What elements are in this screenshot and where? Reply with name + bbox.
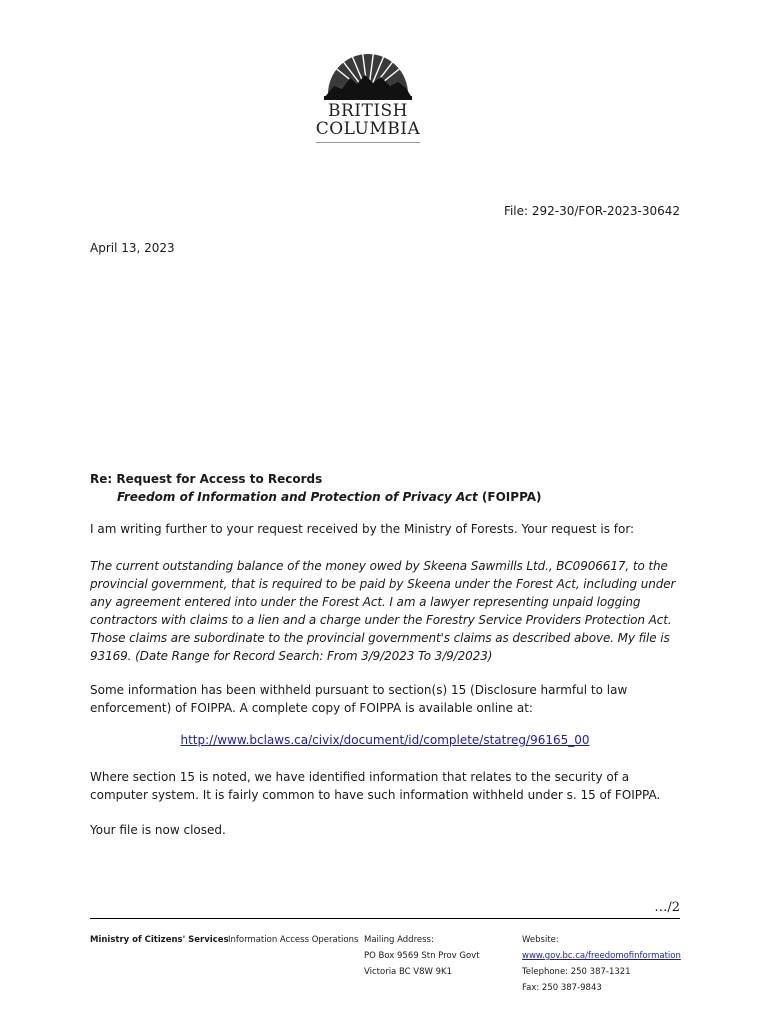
letter-date: April 13, 2023 xyxy=(90,241,175,255)
subject-line: Re: Request for Access to Records xyxy=(90,472,323,486)
fax: Fax: 250 387-9843 xyxy=(522,983,602,993)
subject-block xyxy=(90,470,542,506)
bc-logo xyxy=(310,42,426,143)
logo-text-british: BRITISH xyxy=(327,101,409,121)
act-abbrev: (FOIPPA) xyxy=(477,490,542,504)
mailing-label: Mailing Address: xyxy=(364,935,434,945)
website-label: Website: xyxy=(522,935,559,945)
closing-paragraph: Your file is now closed. xyxy=(90,823,226,837)
footer-ministry: Ministry of Citizens' Services xyxy=(90,935,229,945)
section15-paragraph: Where section 15 is noted, we have identified information that relates to the security of a computer system. It is fairly common to have such information withheld under s. 15 of FOIPPA. xyxy=(90,770,661,802)
mailing-line1: PO Box 9569 Stn Prov Govt xyxy=(364,951,480,961)
website-link[interactable]: www.gov.bc.ca/freedomofinformation xyxy=(522,951,681,961)
request-text: The current outstanding balance of the money owed by Skeena Sawmills Ltd., BC0906617, to the provincial government, that is required to be paid by Skeena under the Forest Act, including under any agreement entered into under the Forest Act. I am a lawyer representing unpaid logging contractors with claims to a lien and a charge under the Forestry Service Providers Protection Act. Those claims are subordinate to the provincial government's claims as described above. My file is 93169. (Date Range for Record Search: From 3/9/2023 To 3/9/2023) xyxy=(90,559,676,663)
page-marker: …/2 xyxy=(654,900,680,915)
sun-mountain-emblem-icon xyxy=(310,42,426,102)
mailing-line2: Victoria BC V8W 9K1 xyxy=(364,967,453,977)
footer-mailing xyxy=(364,932,480,980)
logo-divider xyxy=(316,142,420,143)
file-reference: File: 292-30/FOR-2023-30642 xyxy=(503,204,680,218)
foippa-link[interactable]: http://www.bclaws.ca/civix/document/id/complete/statreg/96165_00 xyxy=(180,733,590,747)
footer-contact xyxy=(522,932,681,996)
logo-text-columbia: COLUMBIA xyxy=(315,119,421,139)
telephone: Telephone: 250 387-1321 xyxy=(522,967,631,977)
withheld-paragraph: Some information has been withheld pursuant to section(s) 15 (Disclosure harmful to law enforcement) of FOIPPA. A complete copy of FOIPPA is available online at: xyxy=(90,683,628,715)
intro-paragraph: I am writing further to your request received by the Ministry of Forests. Your request is for: xyxy=(90,522,635,536)
act-name: Freedom of Information and Protection of Privacy Act xyxy=(117,490,478,504)
footer-divider xyxy=(90,918,680,919)
footer-office: Information Access Operations xyxy=(228,935,359,945)
